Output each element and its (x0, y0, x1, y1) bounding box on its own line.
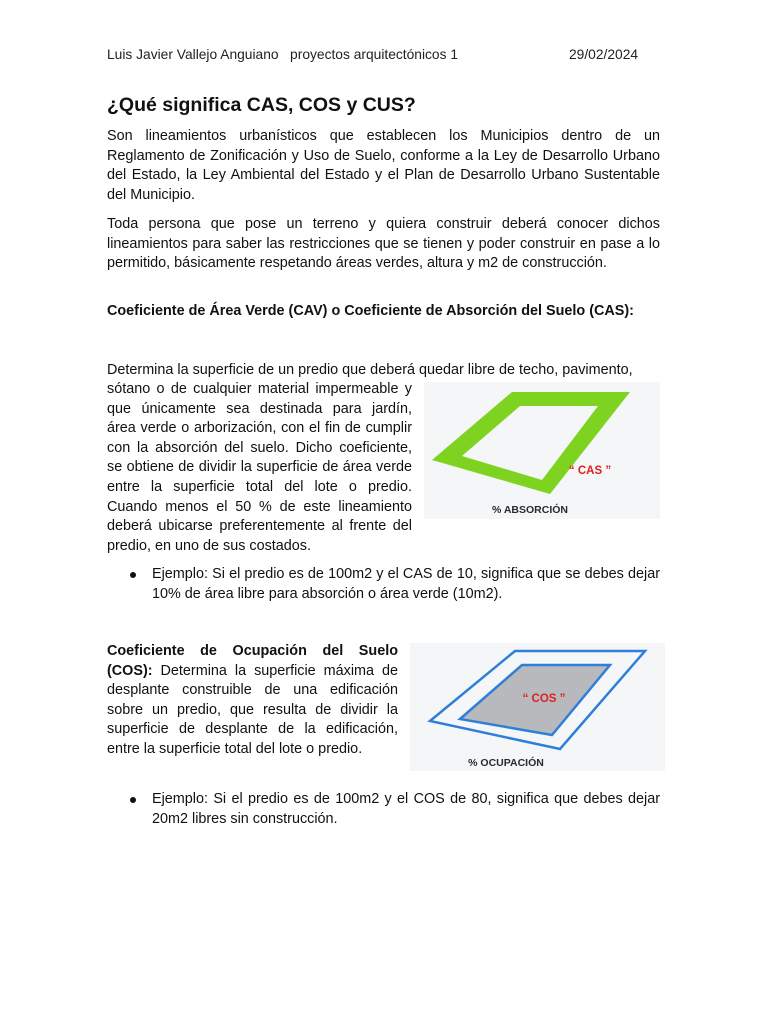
cos-example-text: Ejemplo: Si el predio es de 100m2 y el COS de 80, significa que debes dejar 20m2 libres sin construcción. (152, 791, 660, 827)
header-author: Luis Javier Vallejo Anguiano proyectos arquitectónicos 1 (107, 47, 459, 62)
cas-example-list (107, 565, 660, 604)
cas-diagram-svg (424, 382, 660, 519)
cos-diagram (410, 643, 665, 771)
bullet-icon (130, 797, 136, 803)
cos-example-list (107, 790, 660, 829)
cas-lead-line: Determina la superficie de un predio que deberá quedar libre de techo, pavimento, (107, 362, 633, 378)
cos-term: Coeficiente de Ocupación del Suelo (COS): (107, 643, 398, 679)
cas-example-text: Ejemplo: Si el predio es de 100m2 y el CAS de 10, significa que se debes dejar 10% de área libre para absorción o área verde (10m2). (152, 566, 660, 602)
cas-diagram-label: “ CAS ” (568, 465, 612, 477)
cos-diagram-label: “ COS ” (522, 693, 566, 705)
cos-body: Determina la superficie máxima de desplante construible de una edificación sobre un predio, que resulta de dividir la superficie de desplante de la edificación, entre la superficie total del lote o predio. (107, 662, 398, 757)
intro-paragraph-2: Toda persona que pose un terreno y quiera construir deberá conocer dichos lineamientos para saber las restricciones que se tienen y poder construir en pase a lo permitido, básicamente respetando áreas verdes, altura y m2 de construcción. (107, 216, 660, 272)
header-date: 29/02/2024 (569, 47, 639, 62)
cas-diagram-caption: % ABSORCIÓN (491, 504, 569, 516)
list-item (107, 790, 660, 829)
cos-diagram-svg (410, 643, 665, 771)
cas-diagram (424, 382, 660, 519)
cos-description (107, 642, 398, 760)
page-title: ¿Qué significa CAS, COS y CUS? (107, 94, 416, 116)
cas-heading: Coeficiente de Área Verde (CAV) o Coeficiente de Absorción del Suelo (CAS): (107, 303, 634, 319)
bullet-icon (130, 572, 136, 578)
cas-description: sótano o de cualquier material impermeable y que únicamente sea destinada para jardín, área verde o arborización, con el fin de cumplir con la absorción del suelo. Dicho coeficiente, se obtiene de dividir la superficie de área verde entre la superficie total del lote o predio. Cuando menos el 50 % de este lineamiento deberá ubicarse preferentemente al frente del predio, en uno de sus costados. (107, 381, 412, 554)
list-item (107, 565, 660, 604)
intro-paragraph-1: Son lineamientos urbanísticos que establecen los Municipios dentro de un Reglamento de Zonificación y Uso de Suelo, conforme a la Ley de Desarrollo Urbano del Estado, la Ley Ambiental del Estado y el Plan de Desarrollo Urbano Sustentable del Municipio. (107, 128, 660, 203)
cos-diagram-caption: % OCUPACIÓN (468, 757, 544, 769)
